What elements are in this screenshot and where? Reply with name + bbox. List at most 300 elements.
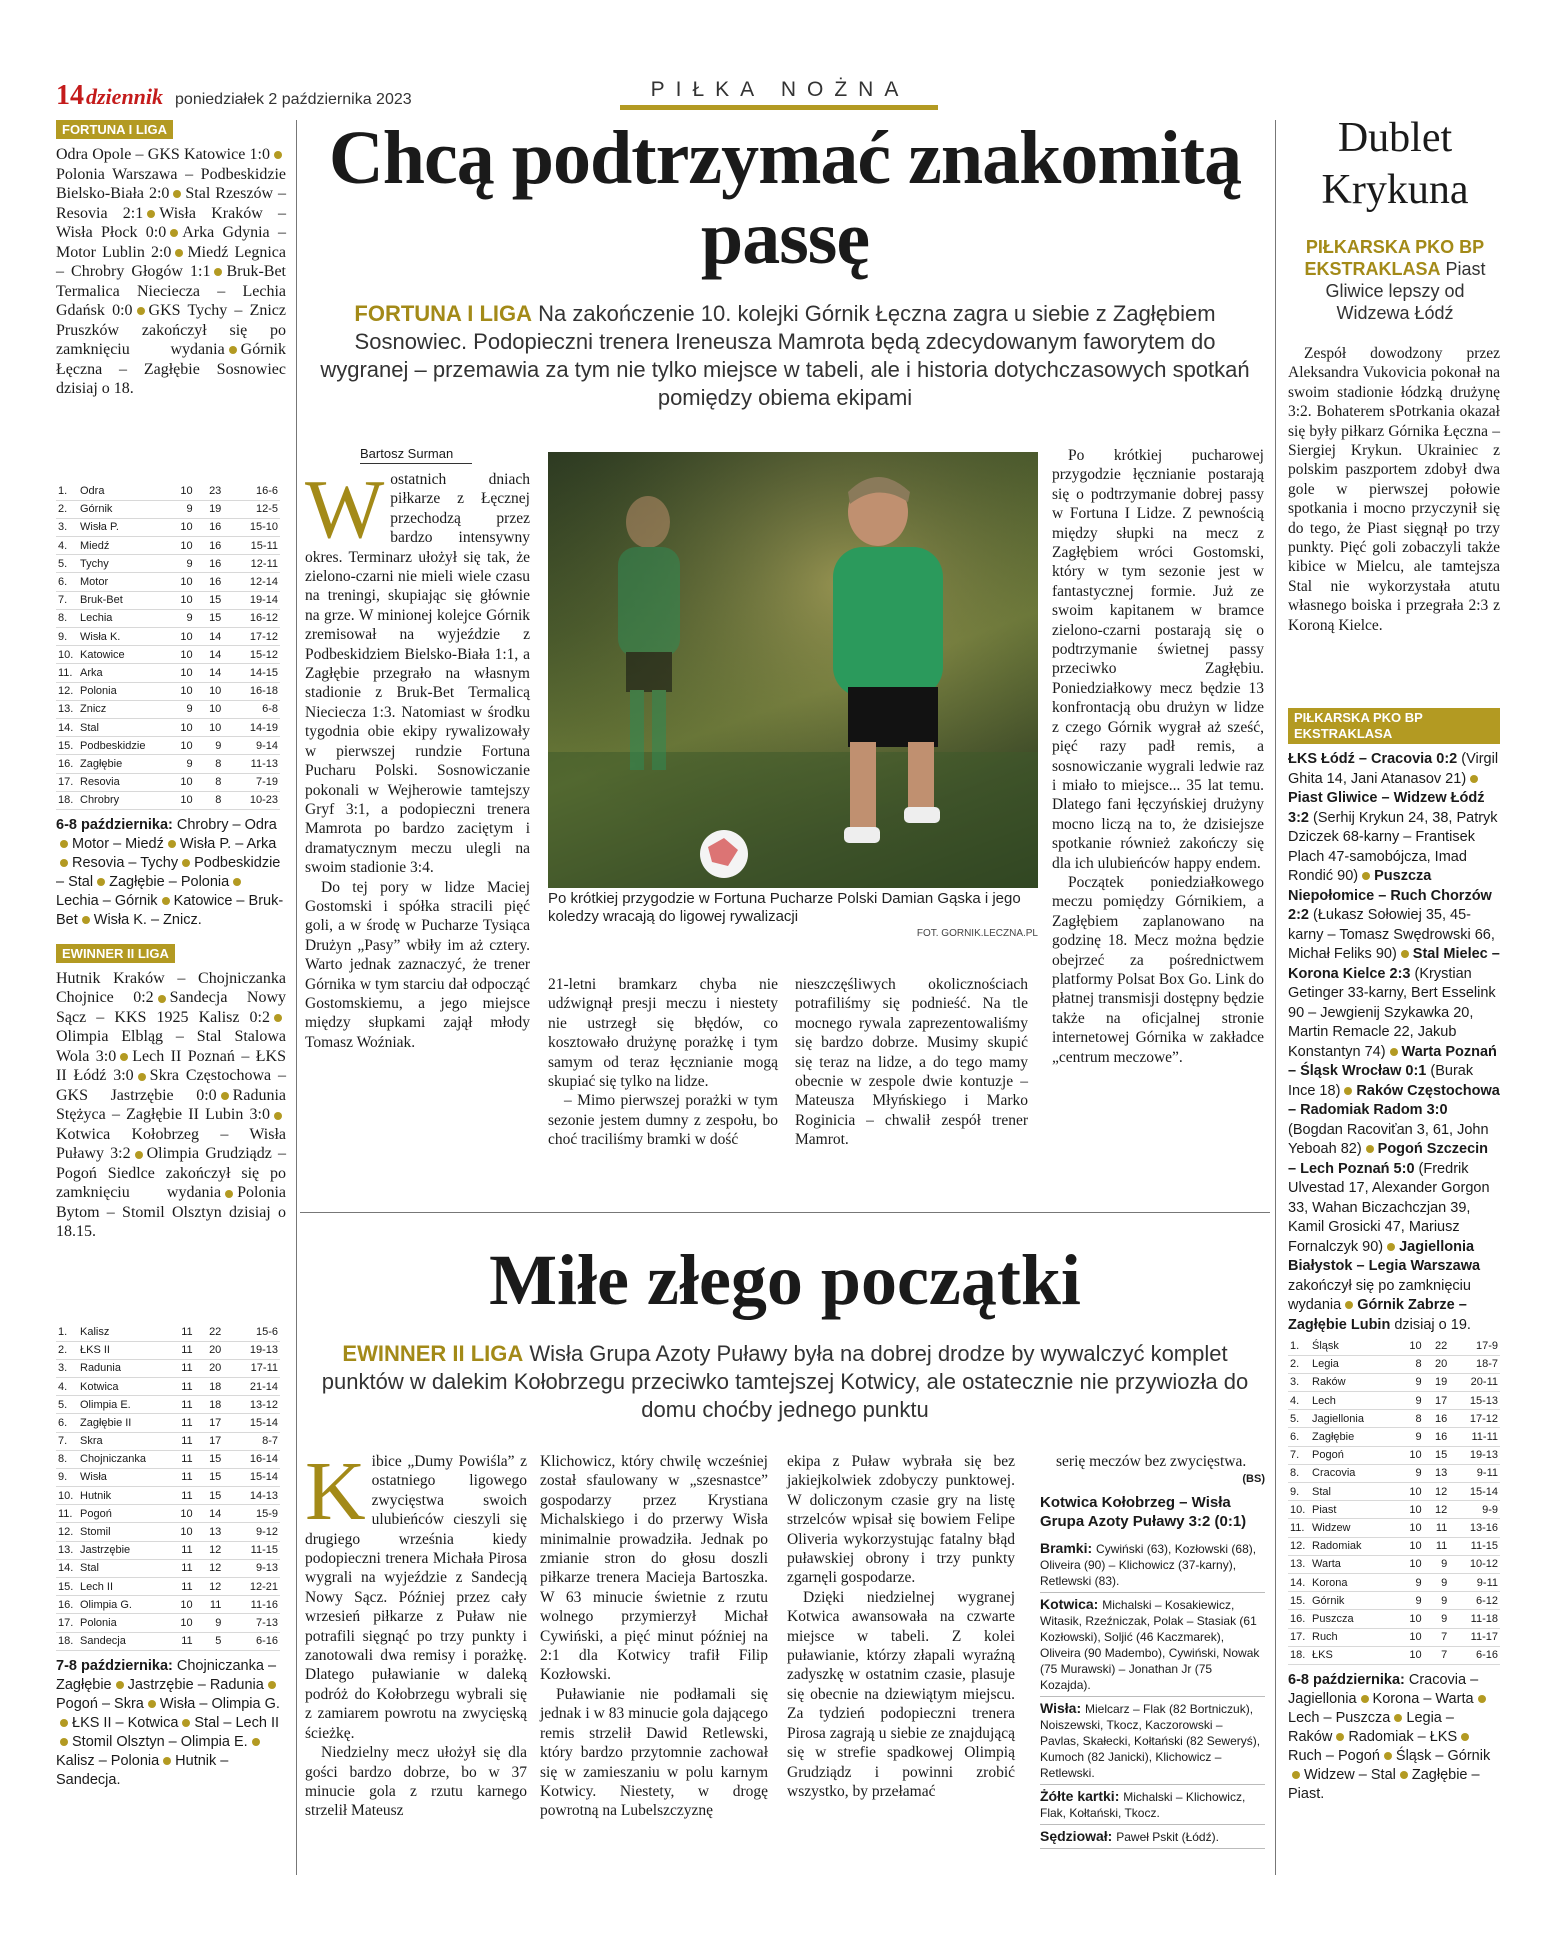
article1-col4b: Początek poniedziałkowego meczu pomiędzy Górnikiem, a Zagłębiem zaplanowano na godzinę 18. Mecz można będzie obejrzeć za pośrednictwem platformy Polsat Box Go. Link do płatnej transmisji dostępny będzie także na oficjalnej stronie internetowej Górnika w zakładce „centrum meczowe”. <box>1052 873 1264 1066</box>
article1-col3: nieszczęśliwych okolicznościach potrafiliśmy się podnieść. Na tle mocnego rywala zaprezentowaliśmy się bardzo dobrze. Musimy skupić się teraz na lidze, a do tego mamy obecnie w zespole dwie kontuzje – Mateusza Młyńskiego i Marko Roginicia – chwalił zespół trener Mamrot. <box>795 976 1028 1149</box>
right-lead-label: PIŁKARSKA PKO BP EKSTRAKLASA <box>1304 237 1485 279</box>
stats-row <box>1040 1785 1265 1825</box>
played-cell: 10 <box>166 591 195 609</box>
article2-headline: Miłe złego początki <box>489 1240 1081 1320</box>
fixture: ŁKS II – Kotwica <box>72 1714 179 1731</box>
article1-headline: Chcą podtrzymać znakomitą passę <box>328 116 1242 280</box>
goals-cell: 15-14 <box>223 1414 280 1432</box>
team-cell: Hutnik <box>78 1487 166 1505</box>
goals-cell: 8-7 <box>223 1432 280 1450</box>
points-cell: 15 <box>195 609 224 627</box>
bullet-separator <box>225 1190 233 1198</box>
match-result: Sandecja Nowy Sącz – KKS 1925 Kalisz 0:2 <box>56 989 286 1026</box>
league-label-ewinner: EWINNER II LIGA <box>56 944 175 963</box>
goals-cell: 10-23 <box>223 791 280 809</box>
team-cell: Stal <box>78 1559 166 1577</box>
bullet-separator <box>60 1719 68 1727</box>
team-cell: Wisła K. <box>78 628 166 646</box>
played-cell: 10 <box>166 737 195 755</box>
article2-col2b: Puławianie nie podłamali się jednak i w 83 minucie gola dającego remis strzelił Dawid Retlewski, który bardzo przytomnie zachował się w zamieszaniu w polu karnym Kotwicy. Niestety, w drogę powrotną na Lubelszczyznę <box>540 1685 768 1820</box>
fixtures-head: 6-8 października: <box>1288 1671 1405 1688</box>
rank-cell: 17. <box>1288 1628 1310 1646</box>
rank-cell: 13. <box>1288 1555 1310 1573</box>
match-result: Hutnik Kraków – Chojniczanka Chojnice 0:2 <box>56 969 286 1007</box>
points-cell: 16 <box>1424 1410 1450 1428</box>
played-cell: 11 <box>166 1578 195 1596</box>
match-result: Arka Gdynia – Motor Lublin 2:0 <box>56 224 286 261</box>
table-row <box>56 1614 280 1632</box>
rank-cell: 4. <box>1288 1392 1310 1410</box>
played-cell: 10 <box>1398 1646 1424 1664</box>
table-row <box>56 773 280 791</box>
article1-col2a: 21-letni bramkarz chyba nie udźwignął presji meczu i niestety nie ustrzegł się błędów, co kosztowało drużynę porażkę i tym samym od teraz łęcznianie mogą skupiać się tylko na lidze. <box>548 976 778 1091</box>
team-cell: Bruk-Bet <box>78 591 166 609</box>
points-cell: 22 <box>1424 1337 1450 1355</box>
team-cell: Śląsk <box>1310 1337 1398 1355</box>
article1-photo <box>548 452 1038 888</box>
table-row <box>56 1377 280 1395</box>
goals-cell: 11-15 <box>223 1541 280 1559</box>
played-cell: 8 <box>1398 1410 1424 1428</box>
article2-lead-text: Wisła Grupa Azoty Puławy była na dobrej drodze by wywalczyć komplet punktów w dalekim Kołobrzegu przeciwko tamtejszej Kotwicy, ale ostatecznie nie przywiozła do domu choćby jednego punktu <box>321 1341 1249 1422</box>
team-cell: Wisła P. <box>78 518 166 536</box>
table-row <box>56 1414 280 1432</box>
match-result: ŁKS Łódź – Cracovia 0:2 <box>1288 751 1462 767</box>
table-row <box>1288 1337 1500 1355</box>
rank-cell: 17. <box>56 773 78 791</box>
points-cell: 9 <box>195 737 224 755</box>
fixture: Zagłębie – Piast. <box>1288 1766 1480 1802</box>
fixture: Widzew – Stal <box>1304 1766 1396 1783</box>
fixture: Hutnik – Sandecja. <box>56 1752 229 1788</box>
rank-cell: 9. <box>56 628 78 646</box>
played-cell: 11 <box>166 1432 195 1450</box>
goals-cell: 15-13 <box>1449 1392 1500 1410</box>
rank-cell: 5. <box>56 555 78 573</box>
rank-cell: 12. <box>56 682 78 700</box>
article2-lead-label: EWINNER II LIGA <box>342 1341 524 1366</box>
played-cell: 10 <box>166 537 195 555</box>
match-result: Jagiellonia Białystok – Legia Warszawa <box>1288 1238 1481 1274</box>
stats-value: Mielcarz – Flak (82 Bortniczuk), Noiszewski, Tkocz, Kaczorowski – Pavlas, Skałecki, Kołtański (82 Seweryś), Kumoch (82 Janicki), Klichowicz – Retlewski. <box>1040 1702 1261 1781</box>
bullet-separator <box>1400 1771 1408 1779</box>
stats-value: Michalski – Kosakiewicz, Witasik, Rzeźniczak, Polak – Stasiak (61 Kozłowski), Soljić (46 Kaczmarek), Oliveira (90 Madembo), Cywiński, Nowak (75 Murawski) – Jonathan Jr (75 Kozajda). <box>1040 1598 1260 1693</box>
team-cell: Radunia <box>78 1359 166 1377</box>
ewinner-standings-table <box>56 1323 280 1651</box>
fixture: Resovia – Tychy <box>72 854 179 871</box>
rank-cell: 10. <box>56 1487 78 1505</box>
team-cell: Zagłębie <box>1310 1428 1398 1446</box>
team-cell: Jagiellonia <box>1310 1410 1398 1428</box>
table-row <box>1288 1410 1500 1428</box>
team-cell: Wisła <box>78 1468 166 1486</box>
played-cell: 10 <box>1398 1483 1424 1501</box>
rank-cell: 3. <box>1288 1373 1310 1391</box>
rank-cell: 13. <box>56 700 78 718</box>
played-cell: 8 <box>1398 1355 1424 1373</box>
played-cell: 10 <box>1398 1337 1424 1355</box>
played-cell: 10 <box>166 1505 195 1523</box>
match-details: (Burak Ince 18) <box>1288 1063 1474 1099</box>
rank-cell: 6. <box>56 573 78 591</box>
table-row <box>56 1359 280 1377</box>
goals-cell: 21-14 <box>223 1377 280 1395</box>
ewinner-fixtures <box>56 1657 286 1790</box>
bullet-separator <box>147 210 155 218</box>
team-cell: Piast <box>1310 1501 1398 1519</box>
table-row <box>1288 1610 1500 1628</box>
points-cell: 18 <box>195 1377 224 1395</box>
rank-cell: 7. <box>1288 1446 1310 1464</box>
played-cell: 9 <box>1398 1592 1424 1610</box>
table-row <box>1288 1483 1500 1501</box>
bullet-separator <box>162 897 170 905</box>
bullet-separator <box>1390 1048 1398 1056</box>
match-result: Górnik Łęczna – Zagłębie Sosnowiec dzisiaj o 18. <box>56 341 286 397</box>
fixture: Katowice – Bruk-Bet <box>56 892 284 928</box>
table-row <box>56 1523 280 1541</box>
team-cell: Miedź <box>78 537 166 555</box>
played-cell: 11 <box>166 1323 195 1341</box>
team-cell: Górnik <box>78 500 166 518</box>
team-cell: Sandecja <box>78 1632 166 1650</box>
article1-col4a: Po krótkiej pucharowej przygodzie łęcznianie postarają się o podtrzymanie dobrej passy w Fortuna I Lidze. Z pewnością między słupki na mecz z Zagłębiem wróci Gostomski, który w tym sezonie jest w fantastycznej formie. Już ze swoim kapitanem w bramce zielono-czarni postarają się o podtrzymanie świetnej passy przeciwko Zagłębiu. Poniedziałkowy mecz będzie 13 konfrontacją obu drużyn w lidze z czego Górnik wygrał aż sześć, pięć razy padł remis, a sosnowiczanie wygrali ledwie raz i miało to miejsce... 35 lat temu. Dlatego fani łęczyńskiej drużyny mocno liczą na to, że dzisiejsze spotkanie również zakończy się dla ich ulubieńców happy endem. <box>1052 447 1264 872</box>
team-cell: Lech <box>1310 1392 1398 1410</box>
team-cell: Puszcza <box>1310 1610 1398 1628</box>
points-cell: 17 <box>1424 1392 1450 1410</box>
match-result: Bruk-Bet Termalica Nieciecza – Lechia Gdańsk 0:0 <box>56 263 286 319</box>
table-row <box>56 1450 280 1468</box>
goals-cell: 17-9 <box>1449 1337 1500 1355</box>
goals-cell: 7-19 <box>223 773 280 791</box>
points-cell: 17 <box>195 1432 224 1450</box>
played-cell: 9 <box>1398 1573 1424 1591</box>
team-cell: Resovia <box>78 773 166 791</box>
team-cell: Arka <box>78 664 166 682</box>
bullet-separator <box>182 1719 190 1727</box>
table-row <box>1288 1592 1500 1610</box>
team-cell: Motor <box>78 573 166 591</box>
table-row <box>56 1396 280 1414</box>
points-cell: 9 <box>1424 1610 1450 1628</box>
fortuna-results <box>56 145 286 478</box>
section-underline <box>620 105 938 110</box>
team-cell: Ruch <box>1310 1628 1398 1646</box>
points-cell: 22 <box>195 1323 224 1341</box>
goals-cell: 20-11 <box>1449 1373 1500 1391</box>
goals-cell: 15-10 <box>223 518 280 536</box>
rank-cell: 16. <box>56 1596 78 1614</box>
goals-cell: 9-12 <box>223 1523 280 1541</box>
match-result: Polonia Warszawa – Podbeskidzie Bielsko-Biała 2:0 <box>56 165 286 202</box>
league-label-ekstraklasa: PIŁKARSKA PKO BP EKSTRAKLASA <box>1288 708 1500 744</box>
points-cell: 10 <box>195 700 224 718</box>
team-cell: Legia <box>1310 1355 1398 1373</box>
goals-cell: 12-21 <box>223 1578 280 1596</box>
article2-col3a: ekipa z Puław wybrała się bez jakiejkolwiek zdobyczy punktowej. W doliczonym czasie gry na listę strzelców wpisał się bowiem Felipe Oliveria wykorzystując fatalny błąd puławskiej obrony i trzy punkty zgarnęli gospodarze. <box>787 1453 1015 1587</box>
goals-cell: 15-14 <box>223 1468 280 1486</box>
bullet-separator <box>175 249 183 257</box>
rank-cell: 6. <box>56 1414 78 1432</box>
photo-credit: FOT. GORNIK.LECZNA.PL <box>916 928 1038 939</box>
table-row <box>56 537 280 555</box>
goals-cell: 11-13 <box>223 755 280 773</box>
table-row <box>1288 1392 1500 1410</box>
goals-cell: 11-15 <box>1449 1537 1500 1555</box>
played-cell: 10 <box>1398 1537 1424 1555</box>
article1-lead-label: FORTUNA I LIGA <box>354 301 533 326</box>
fixture: Chojniczanka – Zagłębie <box>56 1657 277 1693</box>
team-cell: Podbeskidzie <box>78 737 166 755</box>
rank-cell: 2. <box>1288 1355 1310 1373</box>
played-cell: 10 <box>1398 1610 1424 1628</box>
section-title: PIŁKA NOŻNA <box>650 78 910 101</box>
table-row <box>56 1559 280 1577</box>
table-row <box>1288 1355 1500 1373</box>
rank-cell: 4. <box>56 537 78 555</box>
rank-cell: 11. <box>56 1505 78 1523</box>
right-column-rule <box>1275 120 1276 1875</box>
article1-col1b: Do tej pory w lidze Maciej Gostomski i spółka stracili pięć goli, a w środę w Pucharze Tysiąca Drużyn „Pasy” wbiły im aż cztery. Warto jednak zaznaczyć, że trener Górnika w tym starciu dał odpocząć Gostomskiemu, a jego miejsce między słupkami zajął młody Tomasz Woźniak. <box>305 878 530 1051</box>
rank-cell: 4. <box>56 1377 78 1395</box>
team-cell: Pogoń <box>1310 1446 1398 1464</box>
rank-cell: 9. <box>1288 1483 1310 1501</box>
team-cell: Stal <box>1310 1483 1398 1501</box>
article2-signature: (BS) <box>1242 1473 1265 1486</box>
article2-col4-text: serię meczów bez zwycięstwa. <box>1056 1453 1247 1470</box>
fixture: Chrobry – Odra <box>176 816 277 833</box>
played-cell: 10 <box>166 628 195 646</box>
table-row <box>1288 1573 1500 1591</box>
played-cell: 9 <box>1398 1428 1424 1446</box>
rank-cell: 7. <box>56 591 78 609</box>
played-cell: 10 <box>166 718 195 736</box>
played-cell: 9 <box>166 609 195 627</box>
bullet-separator <box>60 1738 68 1746</box>
goals-cell: 9-14 <box>223 737 280 755</box>
team-cell: Odra <box>78 482 166 500</box>
points-cell: 13 <box>1424 1464 1450 1482</box>
rank-cell: 15. <box>56 737 78 755</box>
team-cell: Korona <box>1310 1573 1398 1591</box>
article1-col1 <box>305 463 530 1052</box>
goals-cell: 15-9 <box>223 1505 280 1523</box>
article2-col1 <box>305 1445 527 1821</box>
bullet-separator <box>1478 1695 1486 1703</box>
team-cell: ŁKS II <box>78 1341 166 1359</box>
table-row <box>56 609 280 627</box>
bullet-separator <box>173 190 181 198</box>
bullet-separator <box>82 916 90 924</box>
fortuna-fixtures <box>56 816 286 930</box>
rank-cell: 14. <box>56 1559 78 1577</box>
ekstraklasa-standings-table <box>1288 1337 1500 1665</box>
bullet-separator <box>1366 1145 1374 1153</box>
stats-row <box>1040 1825 1265 1849</box>
rank-cell: 10. <box>1288 1501 1310 1519</box>
table-row <box>56 755 280 773</box>
article1-col4 <box>1052 446 1264 1067</box>
right-headline: Dublet Krykuna <box>1321 115 1469 213</box>
points-cell: 9 <box>1424 1573 1450 1591</box>
rank-cell: 11. <box>1288 1519 1310 1537</box>
played-cell: 11 <box>166 1450 195 1468</box>
bullet-separator <box>1345 1301 1353 1309</box>
table-row <box>56 646 280 664</box>
rank-cell: 8. <box>56 609 78 627</box>
stats-key: Żółte kartki: <box>1040 1788 1124 1805</box>
points-cell: 19 <box>1424 1373 1450 1391</box>
match-result: Stal Rzeszów – Resovia 2:1 <box>56 185 286 222</box>
played-cell: 11 <box>166 1487 195 1505</box>
rank-cell: 8. <box>1288 1464 1310 1482</box>
match-result: Puszcza Niepołomice – Ruch Chorzów 2:2 <box>1288 868 1492 923</box>
stats-key: Wisła: <box>1040 1700 1085 1717</box>
team-cell: Radomiak <box>1310 1537 1398 1555</box>
stats-value: Paweł Pskit (Łódź). <box>1116 1830 1219 1845</box>
match-result: Radunia Stężyca – Zagłębie II Lubin 3:0 <box>56 1086 286 1124</box>
match-details: zakończył się po zamknięciu wydania <box>1288 1277 1471 1313</box>
team-cell: Kalisz <box>78 1323 166 1341</box>
played-cell: 11 <box>166 1414 195 1432</box>
match-details: (Fredrik Ulvestad 17, Alexander Gorgon 33, Wahan Biczachczjan 39, Kamil Grosicki 47, Mariusz Fornalczyk 90) <box>1288 1160 1490 1255</box>
table-row <box>56 1632 280 1650</box>
bullet-separator <box>97 878 105 886</box>
table-row <box>1288 1646 1500 1664</box>
article2-col2a: Klichowicz, który chwilę wcześniej został sfaulowany w „szesnastce” gospodarzy przez Krystiana Michalskiego i do przerwy Wisła minimalnie prowadziła. Jednak po zmianie stron do głosu doszli piłkarze trenera Macieja Bartoszka. W 63 minucie świetnie z rzutu wolnego przymierzył Michał Cywiński, a pięć minut później na 2:1 dla Kotwicy trafił Filip Kozłowski. <box>540 1453 768 1684</box>
table-row <box>56 1468 280 1486</box>
fixture: Wisła – Olimpia G. <box>159 1695 280 1712</box>
bullet-separator <box>1401 950 1409 958</box>
points-cell: 15 <box>195 1487 224 1505</box>
bullet-separator <box>60 840 68 848</box>
points-cell: 9 <box>1424 1592 1450 1610</box>
match-result: Olimpia Grudziądz – Pogoń Siedlce zakończył się po zamknięciu wydania <box>56 1145 286 1202</box>
bullet-separator <box>233 878 241 886</box>
goals-cell: 11-17 <box>1449 1628 1500 1646</box>
played-cell: 10 <box>166 1596 195 1614</box>
goals-cell: 15-11 <box>223 537 280 555</box>
goals-cell: 19-13 <box>223 1341 280 1359</box>
bullet-separator <box>274 151 282 159</box>
played-cell: 11 <box>166 1341 195 1359</box>
team-cell: Kotwica <box>78 1377 166 1395</box>
dropcap: K <box>305 1445 366 1538</box>
team-cell: Katowice <box>78 646 166 664</box>
right-body: Zespół dowodzony przez Aleksandra Vukovicia pokonał na swoim stadionie łódzką drużynę 3:2. Bohaterem sPotrkania okazał się były piłkarz Górnika Łęczna – Siergiej Krykun. Ukrainiec z polskim paszportem zdobył dwa gole w pierwszej połowie spotkania i mocno przyczynił się do tego, że Piast sięgnął po trzy punkty. Pięć goli zobaczyli także kibice w Mielcu, ale tamtejsza Stal nie wykorzystała atutu własnego boiska i przegrała 2:3 z Koroną Kielce. <box>1288 345 1500 634</box>
match-result: GKS Tychy – Znicz Pruszków zakończył się po zamknięciu wydania <box>56 302 287 358</box>
rank-cell: 18. <box>56 791 78 809</box>
fixture: Cracovia – Jagiellonia <box>1288 1671 1479 1707</box>
goals-cell: 17-12 <box>223 628 280 646</box>
team-cell: Chrobry <box>78 791 166 809</box>
match-details: (Bogdan Racoviťan 3, 61, John Yeboah 82) <box>1288 1121 1489 1157</box>
team-cell: Znicz <box>78 700 166 718</box>
rank-cell: 16. <box>56 755 78 773</box>
rank-cell: 15. <box>1288 1592 1310 1610</box>
stats-key: Sędziował: <box>1040 1828 1117 1845</box>
fixtures-head: 7-8 października: <box>56 1657 173 1674</box>
goals-cell: 16-18 <box>223 682 280 700</box>
article2-col4 <box>1040 1452 1265 1849</box>
bullet-separator <box>137 307 145 315</box>
rank-cell: 1. <box>56 1323 78 1341</box>
played-cell: 10 <box>1398 1555 1424 1573</box>
rank-cell: 12. <box>1288 1537 1310 1555</box>
match-details: (Krystian Getinger 33-karny, Bert Esselink 90 – Jewgienij Szykawka 20, Martin Remacle 22, Jakub Konstantyn 74) <box>1288 965 1496 1060</box>
goals-cell: 6-12 <box>1449 1592 1500 1610</box>
played-cell: 10 <box>166 773 195 791</box>
article1-lead <box>320 300 1250 412</box>
played-cell: 10 <box>166 664 195 682</box>
table-row <box>1288 1501 1500 1519</box>
rank-cell: 2. <box>56 1341 78 1359</box>
points-cell: 9 <box>1424 1555 1450 1573</box>
table-row <box>1288 1628 1500 1646</box>
rank-cell: 14. <box>1288 1573 1310 1591</box>
bullet-separator <box>135 1151 143 1159</box>
bullet-separator <box>1361 1695 1369 1703</box>
page-header <box>56 80 412 110</box>
match-result: Olimpia Elbląg – Stal Stalowa Wola 3:0 <box>56 1028 286 1065</box>
stats-value: Cywiński (63), Kozłowski (68), Oliveira (90) – Klichowicz (37-karny), Retlewski (83). <box>1040 1542 1257 1589</box>
table-row <box>56 1596 280 1614</box>
rank-cell: 18. <box>1288 1646 1310 1664</box>
points-cell: 23 <box>195 482 224 500</box>
points-cell: 16 <box>195 573 224 591</box>
played-cell: 9 <box>166 555 195 573</box>
bullet-separator <box>1344 1087 1352 1095</box>
table-row <box>56 1341 280 1359</box>
team-cell: Lechia <box>78 609 166 627</box>
bullet-separator <box>1470 775 1478 783</box>
fixture: Lech – Puszcza <box>1288 1709 1391 1726</box>
goals-cell: 16-14 <box>223 1450 280 1468</box>
match-details: dzisiaj o 19. <box>1394 1316 1471 1333</box>
rank-cell: 18. <box>56 1632 78 1650</box>
bullet-separator <box>1387 1243 1395 1251</box>
stats-row <box>1040 1697 1265 1785</box>
points-cell: 16 <box>195 518 224 536</box>
table-row <box>1288 1555 1500 1573</box>
points-cell: 5 <box>195 1632 224 1650</box>
team-cell: Stal <box>78 718 166 736</box>
rank-cell: 5. <box>56 1396 78 1414</box>
goals-cell: 6-16 <box>223 1632 280 1650</box>
goals-cell: 13-12 <box>223 1396 280 1414</box>
table-row <box>56 682 280 700</box>
table-row <box>56 1541 280 1559</box>
left-column <box>56 120 286 1790</box>
goals-cell: 16-12 <box>223 609 280 627</box>
rank-cell: 15. <box>56 1578 78 1596</box>
right-lead-text: Piast Gliwice lepszy od Widzewa Łódź <box>1325 259 1486 323</box>
team-cell: Skra <box>78 1432 166 1450</box>
points-cell: 15 <box>195 1450 224 1468</box>
team-cell: Stomil <box>78 1523 166 1541</box>
fixture: Jastrzębie – Radunia <box>127 1676 264 1693</box>
table-row <box>56 482 280 500</box>
played-cell: 10 <box>166 1614 195 1632</box>
goals-cell: 14-15 <box>223 664 280 682</box>
points-cell: 20 <box>1424 1355 1450 1373</box>
fortuna-standings-table <box>56 482 280 810</box>
goals-cell: 11-18 <box>1449 1610 1500 1628</box>
rank-cell: 17. <box>56 1614 78 1632</box>
points-cell: 10 <box>195 718 224 736</box>
article1-col1a: ostatnich dniach piłkarze z Łęcznej przechodzą przez bardzo intensywny okres. Terminarz ułożył się tak, że zielono-czarni nie mieli wiele czasu na treningi, skupiając się głównie na grze. W minionej kolejce Górnik zremisował na wyjeździe z Podbeskidziem Bielsko-Biała 1:1, a Zagłębie przegrało na własnym stadionie z Bruk-Bet Termalicą Nieciecza 1:3. Natomiast w środku tygodnia obie ekipy rywalizowały w pierwszej rundzie Fortuna Pucharu Polski. Sosnowiczanie pokonali w Wejherowie tamtejszy Gryf 3:1, a podopieczni trenera Mamrota po bardzo zaciętym i dramatycznym meczu ulegli na swoim stadionie 3:4. <box>305 471 530 877</box>
played-cell: 10 <box>166 482 195 500</box>
